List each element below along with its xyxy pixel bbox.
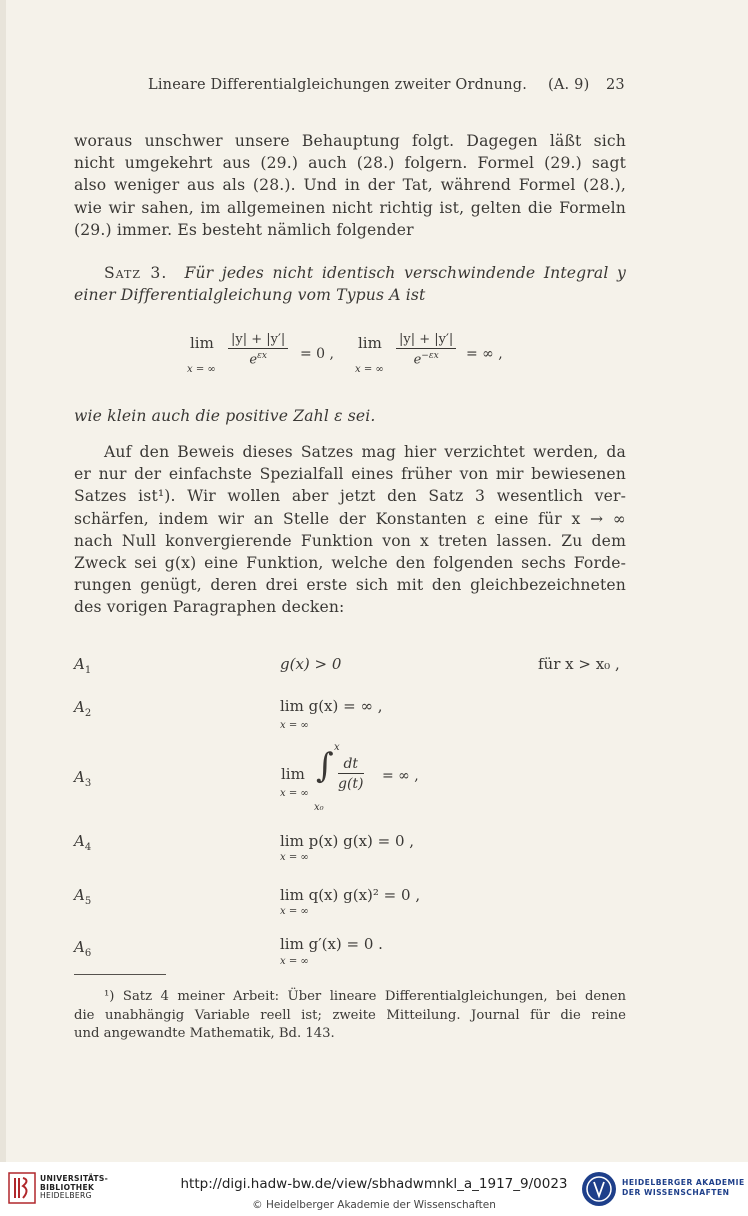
lim-subscript: x = ∞ [187,364,216,375]
text-line: des vorigen Paragraphen decken: [74,598,345,617]
condition-a1-note: für x > x₀ , [538,655,620,673]
page-number: 23 [606,77,625,93]
fraction-1 [228,332,288,367]
running-header-section: (A. 9) [548,77,590,93]
rhs-2: = ∞ , [466,346,503,362]
text-line: er nur der einfachste Spezialfall eines früher von mir bewiesenen [74,465,626,484]
condition-a3-rhs: = ∞ , [382,768,419,784]
condition-a4-formula: lim p(x) g(x) = 0 , [280,832,415,850]
text-line: wie wir sahen, im allgemeinen nicht richtig ist, gelten die Formeln [74,198,626,217]
numerator: |y| + |y′| [228,332,288,349]
condition-label-a3: $A_3$ [74,768,92,789]
theorem-end [74,405,626,427]
condition-label-a2: $A_2$ [74,698,92,719]
denominator: g(t) [338,776,364,792]
condition-a1-formula: g(x) > 0 [280,655,342,673]
condition-a5-formula: lim q(x) g(x)² = 0 , [280,886,421,904]
text-line: rungen genügt, deren drei erste sich mit den gleichbezeichneten [74,576,626,595]
condition-label-a4: $A_4$ [74,832,92,853]
theorem-label: Satz 3. [104,264,168,282]
denominator-base: e [413,352,422,368]
text-line: einer Differentialgleichung vom Typus A ist [74,286,426,305]
integral-fraction [338,756,364,792]
text-line: schärfen, indem wir an Stelle der Konstanten ε eine für x → ∞ [74,509,626,528]
academy-name: HEIDELBERGER AKADEMIE DER WISSENSCHAFTEN [622,1178,745,1197]
lim-operator: lim [358,334,382,352]
denominator-base: e [249,352,258,368]
text-line: also weniger aus als (28.). Und in der Tat, während Formel (28.), [74,176,626,195]
numerator: |y| + |y′| [396,332,456,349]
numerator: dt [338,756,364,774]
integral-upper-bound: x [334,742,340,753]
condition-a6-formula: lim g′(x) = 0 . [280,935,383,953]
condition-label-a1: $A_1$ [74,655,92,676]
condition-a4-subscript: x = ∞ [280,852,309,863]
condition-a2-formula: lim g(x) = ∞ , [280,697,383,715]
lim-operator: lim [190,334,214,352]
condition-label-a6: $A_6$ [74,938,92,959]
lim-subscript: x = ∞ [355,364,384,375]
copyright-notice: © Heidelberger Akademie der Wissenschaften [252,1199,496,1211]
text-line: (29.) immer. Es besteht nämlich folgender [74,220,414,239]
condition-a2-subscript: x = ∞ [280,720,309,731]
footnote-line: die unabhängig Variable reell ist; zweite Mitteilung. Journal für die reine [74,1007,626,1023]
library-name: UNIVERSITÄTS- BIBLIOTHEK HEIDELBERG [40,1174,109,1201]
condition-a6-subscript: x = ∞ [280,956,309,967]
theorem-text: Für jedes nicht identisch verschwindende Integral y [184,264,627,282]
footer-bar [0,1162,748,1216]
text-line: Zweck sei g(x) eine Funktion, welche den folgenden sechs Forde- [74,553,626,572]
page-edge [0,0,6,1162]
footnote-line: ¹) Satz 4 meiner Arbeit: Über lineare Differentialgleichungen, bei denen [104,989,626,1004]
text-line: woraus unschwer unsere Behauptung folgt. Dagegen läßt sich [74,132,626,150]
condition-a5-subscript: x = ∞ [280,906,309,917]
text-line: Auf den Beweis dieses Satzes mag hier verzichtet werden, da [104,443,626,461]
condition-a3-lim: lim [281,765,305,783]
text-line: nicht umgekehrt aus (29.) auch (28.) folgern. Formel (29.) sagt [74,154,626,173]
academy-seal-icon [580,1170,618,1208]
text-line: Satzes ist¹). Wir wollen aber jetzt den Satz 3 wesentlich ver- [74,487,626,506]
condition-a3-subscript: x = ∞ [280,788,309,799]
condition-label-a5: $A_5$ [74,886,92,907]
formula-limit-1 [187,334,216,375]
rhs-1: = 0 , [300,346,334,362]
paragraph-2 [74,441,626,619]
integral-lower-bound: x₀ [314,802,324,813]
permalink-link[interactable]: http://digi.hadw-bw.de/view/sbhadwmnkl_a_1917_9/0023 [180,1176,568,1192]
denominator-exponent: −εx [421,351,439,361]
text-line: nach Null konvergierende Funktion von x treten lassen. Zu dem [74,531,626,550]
formula-limit-2 [355,334,384,375]
integral-sign: ∫ [316,746,334,786]
footnote-rule [74,974,166,975]
text-line [74,262,626,284]
footnote [74,988,626,1044]
running-header-title: Lineare Differentialgleichungen zweiter Ordnung. [148,77,528,93]
footnote-line: und angewandte Mathematik, Bd. 143. [74,1026,335,1042]
text-line: wie klein auch die positive Zahl ε sei. [74,407,376,425]
paragraph-1 [74,130,626,241]
denominator-exponent: εx [257,351,267,361]
theorem-statement [74,262,626,306]
fraction-2 [396,332,456,367]
